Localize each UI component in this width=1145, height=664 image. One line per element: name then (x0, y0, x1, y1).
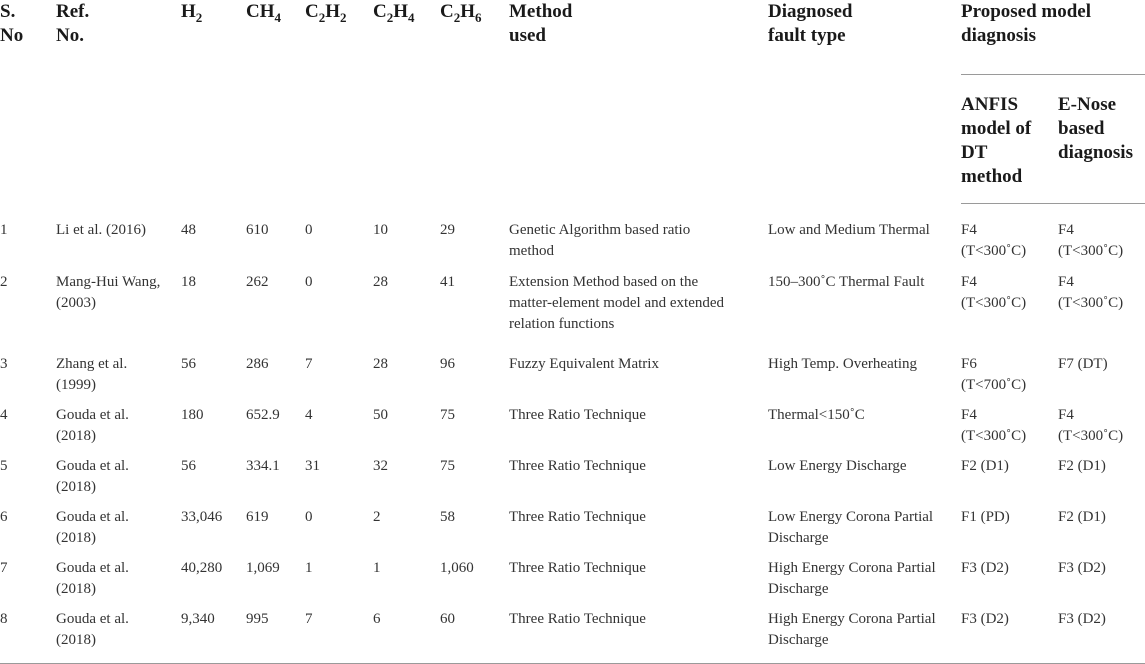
header-c2h4: $C_2H_4$ (373, 1, 415, 25)
cell-ch4: 652.9 (246, 406, 280, 423)
cell-c2h2: 1 (305, 559, 313, 576)
cell-ref: Li et al. (2016) (56, 221, 146, 238)
cell-c2h4: 1 (373, 559, 381, 576)
cell-ch4: 262 (246, 273, 269, 290)
cell-ch4: 995 (246, 609, 305, 664)
cell-enose: F2 (D1) (1058, 508, 1106, 525)
cell-c2h2: 4 (305, 406, 313, 423)
cell-diagnosed: 150–300˚C Thermal Fault (768, 273, 925, 290)
cell-ch4: 619 (246, 508, 269, 525)
header-anfis: ANFIS model of DT method (961, 75, 1058, 204)
cell-c2h2: 0 (305, 508, 313, 525)
table-row (0, 272, 1145, 354)
cell-c2h2: 0 (305, 273, 313, 290)
cell-method: Three Ratio Technique (509, 406, 646, 423)
header-c2h2: $C_2H_2$ (305, 1, 347, 25)
cell-ref: Gouda et al. (2018) (56, 508, 129, 546)
cell-anfis: F1 (PD) (961, 508, 1010, 525)
header-row (0, 0, 1145, 75)
header-h2: $H_2$ (181, 1, 203, 25)
cell-h2: 9,340 (181, 609, 246, 664)
cell-sno: 1 (0, 221, 8, 238)
cell-diagnosed: High Temp. Overheating (768, 355, 918, 372)
cell-c2h6: 60 (440, 609, 509, 664)
cell-method: Genetic Algorithm based ratio method (509, 221, 691, 259)
cell-diagnosed: Low Energy Discharge (768, 457, 907, 474)
cell-diagnosed: High Energy Corona Partial Discharge (768, 609, 961, 664)
cell-enose: F4 (T<300˚C) (1058, 222, 1124, 259)
cell-anfis: F2 (D1) (961, 457, 1009, 474)
cell-method: Extension Method based on the matter-element model and extended relation functions (509, 273, 725, 332)
cell-c2h6: 1,060 (440, 559, 474, 576)
cell-sno: 7 (0, 559, 8, 576)
header-sno: S. No (0, 1, 24, 46)
table-row (0, 456, 1145, 507)
cell-sno: 2 (0, 273, 8, 290)
cell-ch4: 1,069 (246, 559, 280, 576)
cell-ref: Gouda et al. (2018) (56, 609, 181, 664)
cell-ref: Gouda et al. (2018) (56, 406, 129, 444)
cell-c2h6: 96 (440, 355, 455, 372)
cell-sno: 3 (0, 355, 8, 372)
header-diagnosed: Diagnosed fault type (768, 1, 853, 46)
cell-h2: 56 (181, 457, 196, 474)
cell-method: Three Ratio Technique (509, 457, 646, 474)
cell-diagnosed: Thermal<150˚C (768, 406, 865, 423)
cell-anfis: F4 (T<300˚C) (961, 406, 1027, 444)
cell-enose: F2 (D1) (1058, 457, 1106, 474)
table-row (0, 405, 1145, 456)
cell-anfis: F3 (D2) (961, 609, 1058, 664)
cell-enose: F7 (DT) (1058, 355, 1108, 372)
cell-method: Fuzzy Equivalent Matrix (509, 355, 659, 372)
cell-anfis: F4 (T<300˚C) (961, 222, 1027, 259)
cell-c2h4: 6 (373, 609, 440, 664)
table-row (0, 507, 1145, 558)
cell-ch4: 610 (246, 221, 269, 238)
cell-c2h6: 41 (440, 273, 455, 290)
header-ch4: $CH_4$ (246, 1, 281, 25)
cell-h2: 180 (181, 406, 204, 423)
cell-h2: 40,280 (181, 559, 223, 576)
cell-sno: 5 (0, 457, 8, 474)
cell-c2h4: 10 (373, 221, 388, 238)
cell-sno: 4 (0, 406, 8, 423)
cell-enose: F4 (T<300˚C) (1058, 406, 1124, 444)
cell-ch4: 334.1 (246, 457, 280, 474)
header-method: Method used (509, 1, 573, 46)
cell-diagnosed: Low and Medium Thermal (768, 221, 930, 238)
cell-c2h4: 2 (373, 508, 381, 525)
cell-c2h4: 50 (373, 406, 388, 423)
cell-enose: F4 (T<300˚C) (1058, 273, 1124, 311)
cell-ch4: 286 (246, 355, 269, 372)
table-row (0, 204, 1145, 272)
cell-c2h6: 75 (440, 457, 455, 474)
cell-h2: 33,046 (181, 508, 223, 525)
cell-diagnosed: High Energy Corona Partial Discharge (768, 559, 936, 597)
table-row (0, 609, 1145, 664)
cell-enose: F3 (D2) (1058, 559, 1106, 576)
table-row (0, 558, 1145, 609)
cell-ref: Gouda et al. (2018) (56, 457, 129, 495)
cell-c2h4: 28 (373, 273, 388, 290)
cell-c2h6: 75 (440, 406, 455, 423)
cell-h2: 56 (181, 355, 196, 372)
cell-h2: 18 (181, 273, 196, 290)
cell-anfis: F6 (T<700˚C) (961, 355, 1027, 393)
cell-method: Three Ratio Technique (509, 609, 768, 664)
cell-anfis: F3 (D2) (961, 559, 1009, 576)
table-row (0, 354, 1145, 405)
table-body (0, 204, 1145, 664)
cell-enose: F3 (D2) (1058, 609, 1145, 664)
cell-ref: Gouda et al. (2018) (56, 559, 129, 597)
cell-anfis: F4 (T<300˚C) (961, 273, 1027, 311)
cell-c2h6: 58 (440, 508, 455, 525)
cell-c2h2: 31 (305, 457, 320, 474)
header-enose: E-Nose based diagnosis (1058, 75, 1145, 204)
cell-sno: 6 (0, 508, 8, 525)
cell-ref: Mang-Hui Wang, (2003) (56, 273, 161, 311)
header-c2h6: $C_2H_6$ (440, 1, 482, 25)
cell-c2h2: 7 (305, 355, 313, 372)
cell-c2h4: 28 (373, 355, 388, 372)
cell-c2h4: 32 (373, 457, 388, 474)
cell-c2h2: 7 (305, 609, 373, 664)
cell-method: Three Ratio Technique (509, 508, 646, 525)
header-proposed: Proposed model diagnosis (961, 0, 1145, 75)
cell-c2h6: 29 (440, 221, 455, 238)
cell-h2: 48 (181, 221, 196, 238)
cell-sno: 8 (0, 609, 56, 664)
cell-ref: Zhang et al. (1999) (56, 355, 128, 393)
cell-diagnosed: Low Energy Corona Partial Discharge (768, 508, 934, 546)
cell-method: Three Ratio Technique (509, 559, 646, 576)
header-ref: Ref. No. (56, 1, 90, 46)
cell-c2h2: 0 (305, 221, 313, 238)
